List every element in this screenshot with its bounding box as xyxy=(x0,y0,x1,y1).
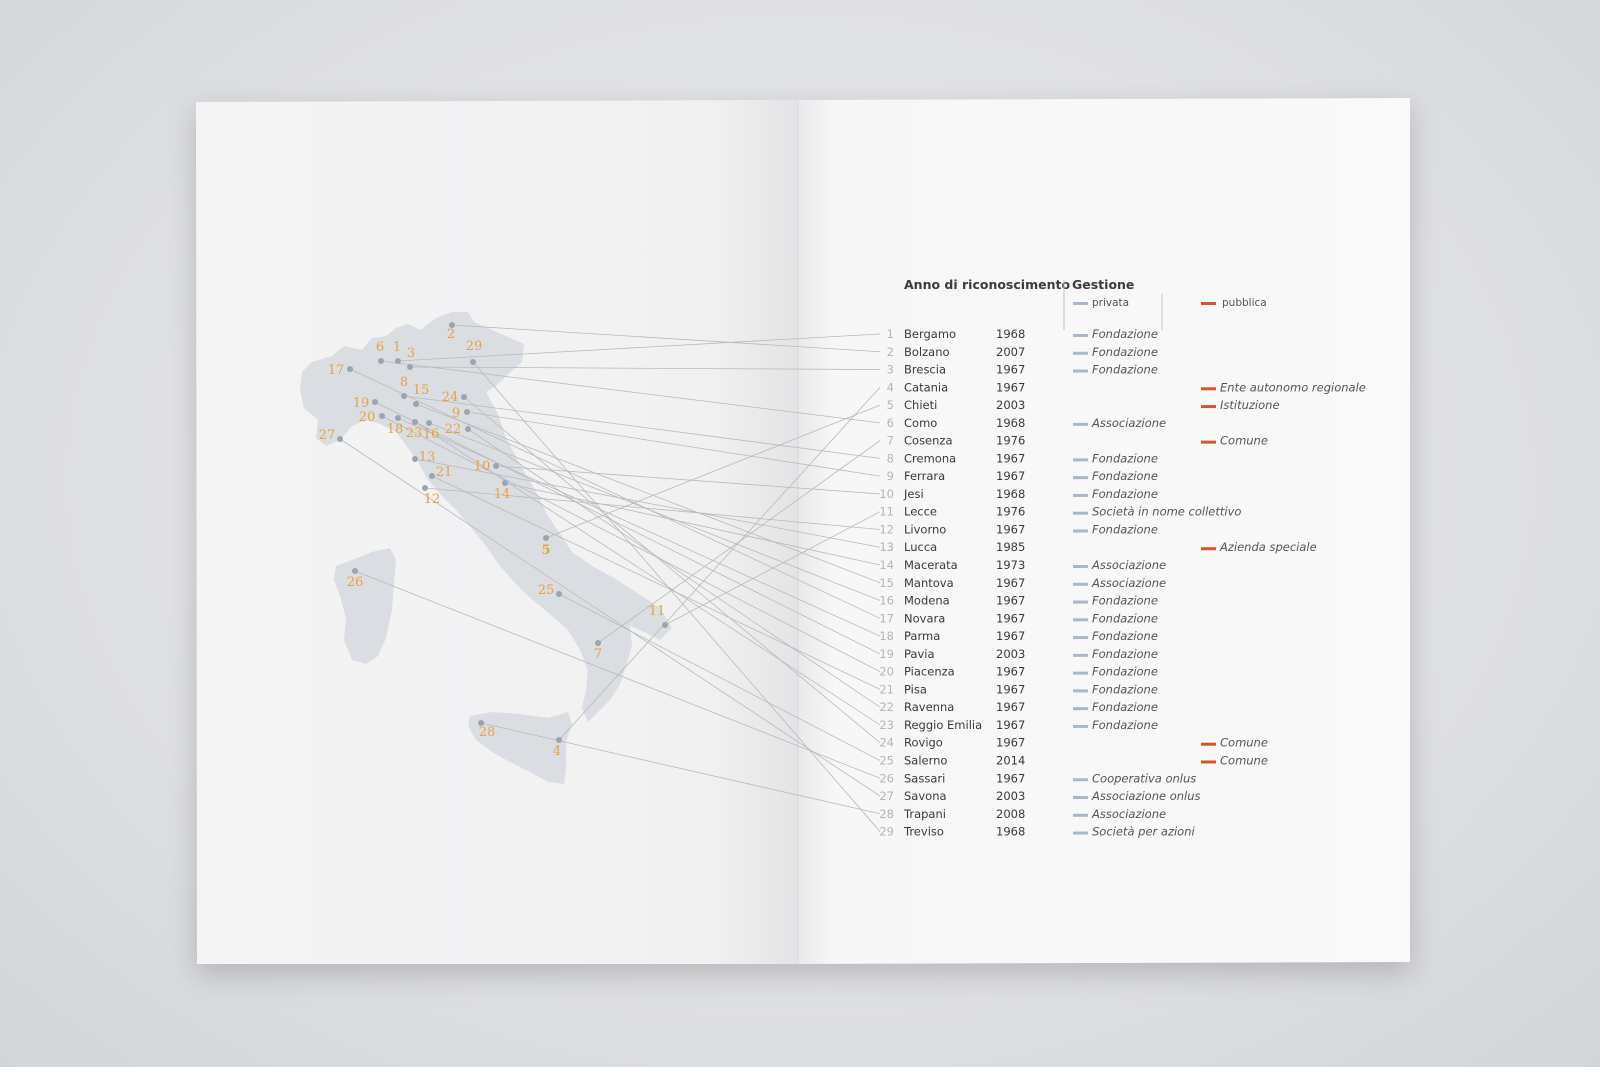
private-management-bar xyxy=(1073,334,1088,337)
map-dot-3 xyxy=(407,364,413,370)
row-city: Piacenza xyxy=(904,664,955,679)
row-year: 1967 xyxy=(996,700,1026,715)
map-dot-5 xyxy=(543,535,549,541)
table-row xyxy=(887,469,1158,483)
row-management-type: Comune xyxy=(1220,753,1268,768)
private-management-bar xyxy=(1073,689,1088,692)
map-dot-1 xyxy=(395,358,401,364)
public-management-bar xyxy=(1201,743,1216,746)
table-row xyxy=(879,558,1166,572)
row-year: 1967 xyxy=(996,362,1026,377)
row-city: Pavia xyxy=(904,646,935,661)
row-management-type: Istituzione xyxy=(1220,398,1280,413)
private-management-bar xyxy=(1073,707,1088,710)
private-management-bar xyxy=(1073,832,1088,835)
row-year: 1967 xyxy=(996,664,1026,679)
row-city: Savona xyxy=(904,789,947,804)
row-year: 2007 xyxy=(996,344,1026,359)
management-header: Gestione xyxy=(1072,277,1135,292)
row-management-type: Comune xyxy=(1220,735,1268,750)
row-year: 2003 xyxy=(996,646,1026,661)
row-year: 1985 xyxy=(996,540,1026,555)
map-label-6: 6 xyxy=(375,340,385,355)
private-management-bar xyxy=(1073,672,1088,675)
map-dot-17 xyxy=(347,366,353,372)
table-row xyxy=(887,363,1158,377)
row-management-type: Fondazione xyxy=(1092,486,1158,501)
row-year: 2014 xyxy=(996,753,1026,768)
table-row xyxy=(879,594,1158,608)
row-year: 1967 xyxy=(996,451,1026,466)
private-management-bar xyxy=(1073,618,1088,621)
public-management-bar xyxy=(1201,387,1216,390)
map-label-23: 23 xyxy=(405,426,423,441)
table-row xyxy=(879,682,1158,696)
map-dot-9 xyxy=(464,409,470,415)
map-label-2: 2 xyxy=(446,327,456,342)
private-management-bar xyxy=(1073,352,1088,355)
row-management-type: Associazione xyxy=(1092,806,1167,821)
row-number: 24 xyxy=(879,735,894,750)
row-number: 18 xyxy=(879,629,894,644)
row-number: 2 xyxy=(886,344,894,359)
table-row xyxy=(879,576,1166,590)
row-number: 16 xyxy=(879,593,894,608)
table-row xyxy=(879,487,1158,501)
map-dot-20 xyxy=(379,413,385,419)
map-label-8: 8 xyxy=(399,375,409,390)
row-number: 21 xyxy=(879,682,894,697)
private-management-bar xyxy=(1073,814,1088,817)
row-management-type: Associazione xyxy=(1092,575,1167,590)
map-dot-29 xyxy=(470,359,476,365)
map-dot-7 xyxy=(595,640,601,646)
row-number: 23 xyxy=(879,717,894,732)
map-dot-6 xyxy=(378,358,384,364)
row-city: Ferrara xyxy=(904,469,946,484)
table-row xyxy=(879,700,1158,714)
private-management-bar xyxy=(1073,458,1088,461)
map-dot-4 xyxy=(556,737,562,743)
map-label-24: 24 xyxy=(441,390,459,405)
table-row xyxy=(879,807,1166,821)
map-dot-15 xyxy=(413,401,419,407)
private-management-bar xyxy=(1073,512,1088,515)
row-year: 1967 xyxy=(996,593,1026,608)
map-label-5: 5 xyxy=(541,543,551,558)
row-city: Rovigo xyxy=(904,735,943,750)
private-management-bar xyxy=(1073,601,1088,604)
map-dot-24 xyxy=(461,394,467,400)
public-management-bar xyxy=(1201,441,1216,444)
row-number: 11 xyxy=(879,504,894,519)
row-management-type: Associazione xyxy=(1092,415,1167,430)
row-number: 15 xyxy=(879,575,894,590)
row-city: Bolzano xyxy=(904,344,950,359)
row-number: 14 xyxy=(879,558,894,573)
row-management-type: Fondazione xyxy=(1092,362,1158,377)
row-city: Cremona xyxy=(904,451,957,466)
map-dot-13 xyxy=(412,456,418,462)
row-city: Lecce xyxy=(904,504,938,519)
map-dot-11 xyxy=(662,622,668,628)
table-row xyxy=(879,647,1158,661)
row-number: 29 xyxy=(879,824,894,839)
row-management-type: Fondazione xyxy=(1092,611,1158,626)
table-row xyxy=(887,451,1158,465)
row-management-type: Fondazione xyxy=(1092,593,1158,608)
map-label-13: 13 xyxy=(418,450,436,465)
map-label-20: 20 xyxy=(358,410,376,425)
table-row xyxy=(887,345,1158,359)
row-year: 1967 xyxy=(996,469,1026,484)
row-city: Lucca xyxy=(904,540,938,555)
row-year: 1967 xyxy=(996,735,1026,750)
map-label-15: 15 xyxy=(412,383,430,398)
row-year: 1967 xyxy=(996,771,1026,786)
map-dot-26 xyxy=(352,568,358,574)
private-management-bar xyxy=(1073,370,1088,373)
private-management-bar xyxy=(1073,796,1088,799)
map-label-18: 18 xyxy=(386,422,404,437)
row-management-type: Fondazione xyxy=(1092,522,1158,537)
private-management-bar xyxy=(1073,778,1088,781)
map-label-21: 21 xyxy=(435,465,453,480)
row-city: Jesi xyxy=(904,486,924,501)
public-management-bar xyxy=(1201,405,1216,408)
map-label-17: 17 xyxy=(327,363,345,378)
row-year: 1973 xyxy=(996,558,1026,573)
row-number: 9 xyxy=(886,469,894,484)
row-number: 28 xyxy=(879,806,894,821)
row-number: 27 xyxy=(879,789,894,804)
public-management-bar xyxy=(1201,760,1216,763)
row-management-type: Fondazione xyxy=(1092,344,1158,359)
private-management-bar xyxy=(1073,654,1088,657)
row-city: Cosenza xyxy=(904,433,953,448)
row-city: Como xyxy=(904,415,938,430)
map-label-29: 29 xyxy=(465,339,483,354)
row-management-type: Fondazione xyxy=(1092,469,1158,484)
row-year: 1967 xyxy=(996,380,1026,395)
row-number: 10 xyxy=(879,486,894,501)
map-label-3: 3 xyxy=(406,346,416,361)
row-number: 3 xyxy=(886,362,894,377)
private-management-bar xyxy=(1073,725,1088,728)
map-label-26: 26 xyxy=(346,575,364,590)
table-row xyxy=(879,611,1158,625)
row-number: 4 xyxy=(886,380,894,395)
row-number: 7 xyxy=(886,433,894,448)
map-label-12: 12 xyxy=(423,492,441,507)
private-management-bar xyxy=(1073,636,1088,639)
map-label-19: 19 xyxy=(352,396,370,411)
map-label-4: 4 xyxy=(552,744,562,759)
row-number: 22 xyxy=(879,700,894,715)
table-row xyxy=(887,327,1158,341)
row-year: 1976 xyxy=(996,433,1026,448)
row-year: 1968 xyxy=(996,486,1026,501)
row-year: 1967 xyxy=(996,682,1026,697)
table-row xyxy=(879,629,1158,643)
row-year: 1967 xyxy=(996,717,1026,732)
legend-public-label: pubblica xyxy=(1222,297,1267,309)
row-management-type: Ente autonomo regionale xyxy=(1220,380,1366,395)
legend-public-swatch xyxy=(1201,302,1216,305)
map-label-14: 14 xyxy=(493,487,511,502)
map-label-10: 10 xyxy=(473,459,491,474)
private-management-bar xyxy=(1073,529,1088,532)
map-label-1: 1 xyxy=(392,340,402,355)
row-number: 6 xyxy=(886,415,894,430)
row-year: 1967 xyxy=(996,629,1026,644)
map-dot-25 xyxy=(556,591,562,597)
row-management-type: Associazione xyxy=(1092,558,1167,573)
row-city: Bergamo xyxy=(904,327,957,341)
year-header: Anno di riconoscimento xyxy=(904,277,1071,292)
row-city: Sassari xyxy=(904,771,946,786)
row-year: 1967 xyxy=(996,611,1026,626)
map-dot-18 xyxy=(395,415,401,421)
row-city: Novara xyxy=(904,611,946,626)
map-dot-22 xyxy=(465,426,471,432)
map-dot-10 xyxy=(493,463,499,469)
row-city: Reggio Emilia xyxy=(904,717,983,732)
row-number: 19 xyxy=(879,646,894,661)
row-number: 1 xyxy=(886,327,894,341)
row-city: Ravenna xyxy=(904,700,955,715)
map-label-28: 28 xyxy=(478,725,496,740)
private-management-bar xyxy=(1073,583,1088,586)
map-dot-27 xyxy=(337,436,343,442)
map-label-22: 22 xyxy=(444,422,462,437)
map-dot-21 xyxy=(429,473,435,479)
row-city: Salerno xyxy=(904,753,948,768)
row-number: 25 xyxy=(879,753,894,768)
row-management-type: Fondazione xyxy=(1092,682,1158,697)
map-dot-19 xyxy=(372,399,378,405)
map-label-7: 7 xyxy=(593,647,603,662)
row-number: 5 xyxy=(886,398,894,413)
table-row xyxy=(879,665,1158,679)
row-management-type: Fondazione xyxy=(1092,664,1158,679)
row-number: 20 xyxy=(879,664,894,679)
public-management-bar xyxy=(1201,547,1216,550)
row-city: Trapani xyxy=(904,806,946,821)
row-city: Livorno xyxy=(904,522,947,537)
private-management-bar xyxy=(1073,494,1088,497)
row-year: 1976 xyxy=(996,504,1026,519)
row-city: Mantova xyxy=(904,575,954,590)
map-dot-12 xyxy=(422,485,428,491)
row-city: Parma xyxy=(904,629,941,644)
map-label-27: 27 xyxy=(318,428,336,443)
row-city: Pisa xyxy=(904,682,927,697)
row-management-type: Associazione onlus xyxy=(1092,789,1201,804)
legend-private-label: privata xyxy=(1092,297,1130,309)
map-dot-14 xyxy=(502,480,508,486)
row-year: 2008 xyxy=(996,806,1026,821)
row-management-type: Fondazione xyxy=(1092,700,1158,715)
legend-private-swatch xyxy=(1073,302,1088,305)
row-city: Brescia xyxy=(904,362,946,377)
row-city: Macerata xyxy=(904,558,958,573)
map-label-16: 16 xyxy=(422,427,440,442)
row-number: 26 xyxy=(879,771,894,786)
row-year: 1968 xyxy=(996,824,1026,839)
row-management-type: Società in nome collettivo xyxy=(1092,504,1242,519)
map-label-11: 11 xyxy=(648,604,666,619)
map-dot-8 xyxy=(401,393,407,399)
row-number: 17 xyxy=(879,611,894,626)
row-number: 12 xyxy=(879,522,894,537)
row-city: Chieti xyxy=(904,398,938,413)
row-management-type: Fondazione xyxy=(1092,646,1158,661)
row-year: 2003 xyxy=(996,398,1026,413)
private-management-bar xyxy=(1073,565,1088,568)
row-year: 2003 xyxy=(996,789,1026,804)
row-management-type: Società per azioni xyxy=(1092,824,1195,839)
row-management-type: Fondazione xyxy=(1092,327,1158,341)
row-management-type: Cooperativa onlus xyxy=(1092,771,1197,786)
row-year: 1967 xyxy=(996,522,1026,537)
row-management-type: Fondazione xyxy=(1092,451,1158,466)
map-label-25: 25 xyxy=(537,583,555,598)
map-dot-23 xyxy=(412,419,418,425)
table-row xyxy=(879,718,1158,732)
row-year: 1967 xyxy=(996,575,1026,590)
row-management-type: Fondazione xyxy=(1092,629,1158,644)
row-city: Treviso xyxy=(904,824,944,839)
private-management-bar xyxy=(1073,476,1088,479)
row-number: 13 xyxy=(879,540,894,555)
map-dot-16 xyxy=(426,420,432,426)
private-management-bar xyxy=(1073,423,1088,426)
row-number: 8 xyxy=(886,451,894,466)
row-city: Modena xyxy=(904,593,950,608)
row-city: Catania xyxy=(904,380,949,395)
row-management-type: Azienda speciale xyxy=(1220,540,1317,555)
table-row xyxy=(879,522,1158,536)
map-label-9: 9 xyxy=(451,406,461,421)
row-management-type: Comune xyxy=(1220,433,1268,448)
row-year: 1968 xyxy=(996,415,1026,430)
row-management-type: Fondazione xyxy=(1092,717,1158,732)
row-year: 1968 xyxy=(996,327,1026,341)
